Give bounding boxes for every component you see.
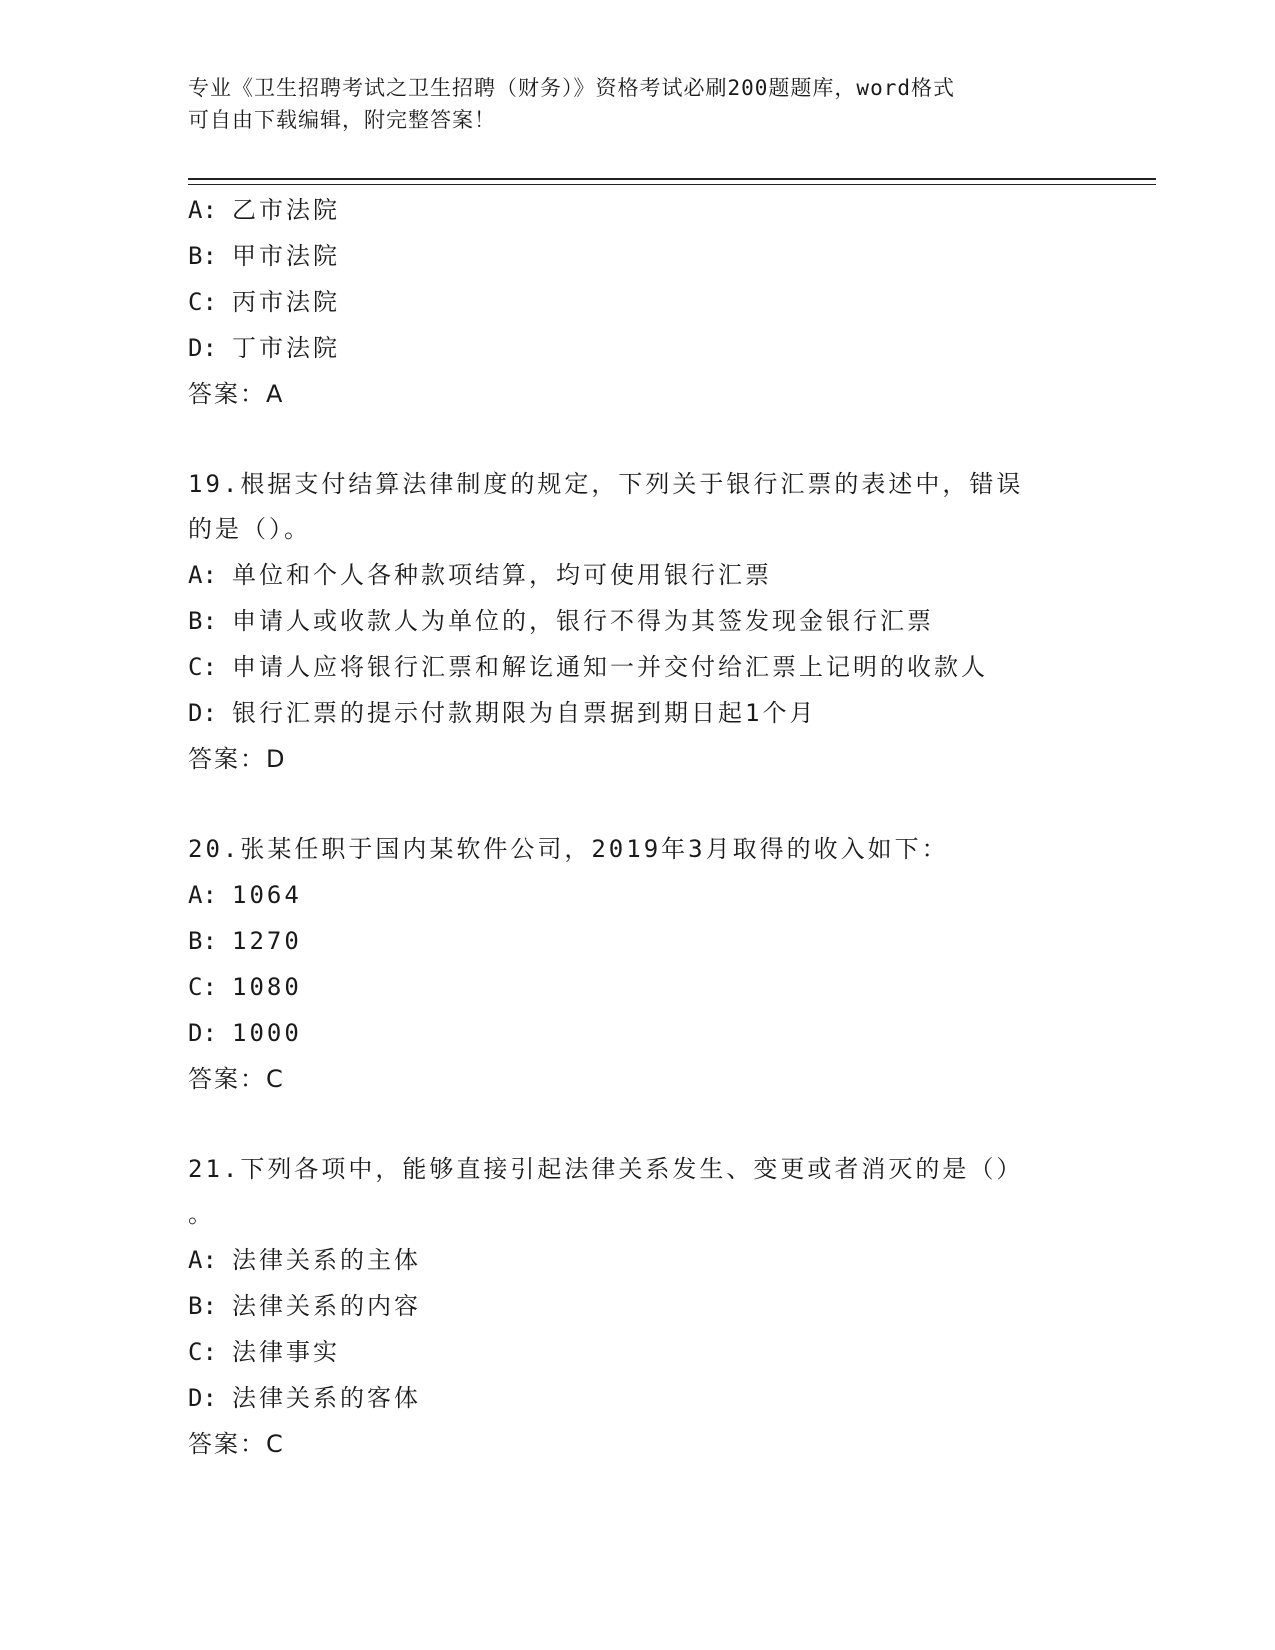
option-d: D: 法律关系的客体: [188, 1384, 421, 1412]
answer-line: 答案：A: [188, 380, 285, 408]
question-block: [188, 827, 1088, 1102]
answer-line: 答案：C: [188, 1065, 285, 1093]
header-line-1: 专业《卫生招聘考试之卫生招聘（财务）》资格考试必刷200题题库，word格式: [188, 76, 955, 100]
document-header: [188, 72, 1068, 136]
spacer: [188, 417, 1088, 462]
option-c: C: 申请人应将银行汇票和解讫通知一并交付给汇票上记明的收款人: [188, 653, 988, 681]
spacer: [188, 782, 1088, 827]
option-a: A: 单位和个人各种款项结算，均可使用银行汇票: [188, 561, 772, 589]
option-b: B: 申请人或收款人为单位的，银行不得为其签发现金银行汇票: [188, 607, 934, 635]
header-line-2: 可自由下载编辑，附完整答案！: [188, 108, 496, 132]
option-c: C: 法律事实: [188, 1338, 340, 1366]
option-d: D: 银行汇票的提示付款期限为自票据到期日起1个月: [188, 699, 817, 727]
question-stem: 19.根据支付结算法律制度的规定，下列关于银行汇票的表述中，错误: [188, 470, 1024, 498]
answer-line: 答案：D: [188, 745, 287, 773]
option-a: A: 1064: [188, 881, 302, 909]
question-block: [188, 187, 1088, 417]
spacer: [188, 1102, 1088, 1147]
option-c: C: 1080: [188, 973, 302, 1001]
option-a: A: 法律关系的主体: [188, 1246, 421, 1274]
question-block: [188, 1147, 1088, 1467]
option-b: B: 甲市法院: [188, 242, 340, 270]
option-d: D: 1000: [188, 1019, 302, 1047]
option-a: A: 乙市法院: [188, 196, 340, 224]
header-rule-thick: [188, 178, 1156, 180]
question-stem: 20.张某任职于国内某软件公司，2019年3月取得的收入如下：: [188, 835, 949, 863]
answer-line: 答案：C: [188, 1430, 285, 1458]
option-d: D: 丁市法院: [188, 334, 340, 362]
question-stem: 21.下列各项中，能够直接引起法律关系发生、变更或者消灭的是（）: [188, 1155, 1024, 1183]
question-list: [188, 187, 1088, 1467]
question-stem: 的是（）。: [188, 515, 311, 543]
option-b: B: 法律关系的内容: [188, 1292, 421, 1320]
question-stem: 。: [188, 1200, 215, 1228]
question-block: [188, 462, 1088, 782]
option-c: C: 丙市法院: [188, 288, 340, 316]
header-rule-thin: [188, 184, 1156, 185]
option-b: B: 1270: [188, 927, 302, 955]
